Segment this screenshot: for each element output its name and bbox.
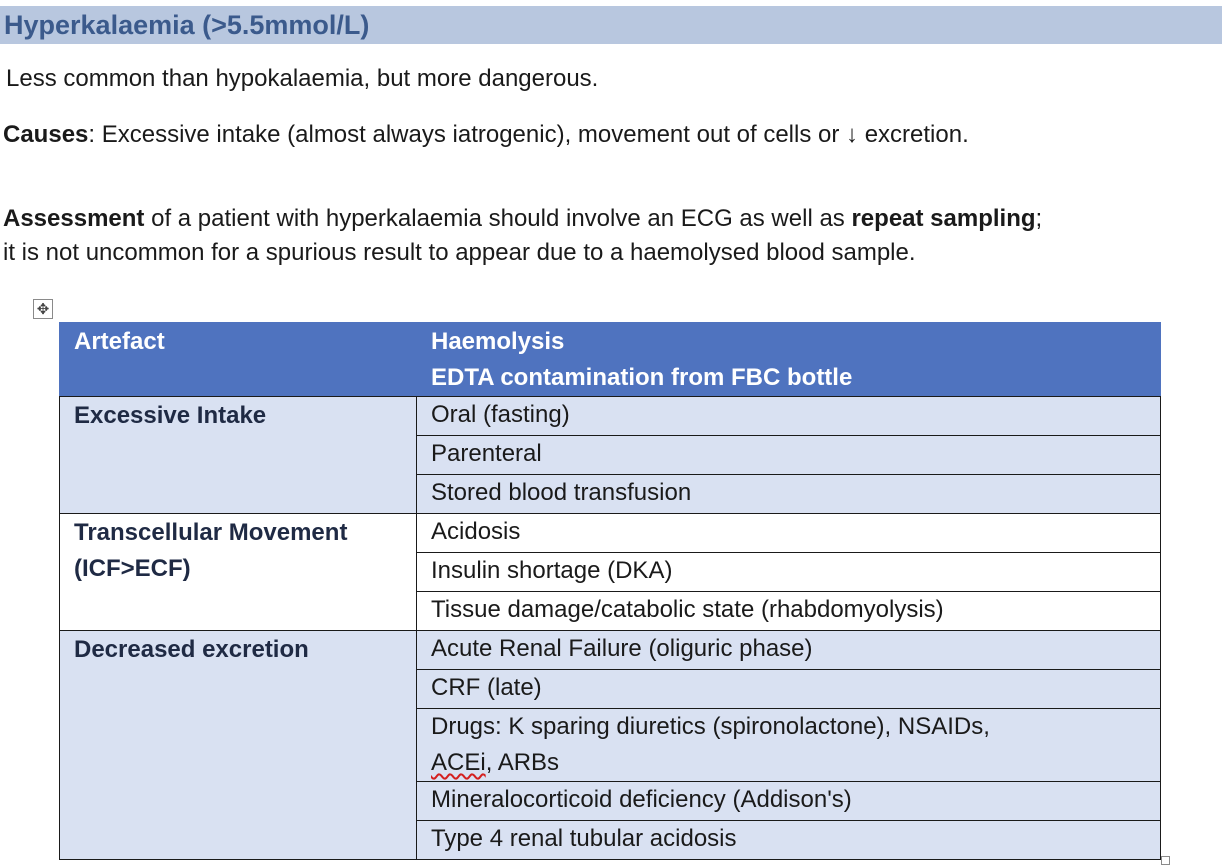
section-heading: Hyperkalaemia (>5.5mmol/L) bbox=[0, 6, 1222, 44]
table-cell: Mineralocorticoid deficiency (Addison's) bbox=[417, 782, 1161, 821]
table-cell: CRF (late) bbox=[417, 670, 1161, 709]
table-row bbox=[60, 514, 1161, 553]
table-cell: Acute Renal Failure (oliguric phase) bbox=[417, 631, 1161, 670]
table-cell: Insulin shortage (DKA) bbox=[417, 553, 1161, 592]
header-haemolysis-line1: Haemolysis bbox=[431, 328, 565, 355]
category-label: Transcellular Movement bbox=[74, 519, 348, 546]
causes-text: : Excessive intake (almost always iatrogenic), movement out of cells or ↓ excretion. bbox=[88, 121, 969, 148]
table-row bbox=[60, 631, 1161, 670]
table-header-row bbox=[60, 323, 1161, 397]
drugs-line2-rest: , ARBs bbox=[485, 749, 560, 776]
category-cell bbox=[60, 631, 417, 860]
assessment-line2: it is not uncommon for a spurious result to appear due to a haemolysed blood sample. bbox=[3, 239, 916, 266]
assessment-paragraph bbox=[3, 202, 1042, 270]
header-artefact: Artefact bbox=[60, 323, 417, 397]
table-cell bbox=[417, 709, 1161, 782]
intro-paragraph: Less common than hypokalaemia, but more dangerous. bbox=[6, 65, 599, 92]
category-cell bbox=[60, 514, 417, 631]
move-arrows-icon[interactable]: ✥ bbox=[33, 299, 53, 319]
causes-table bbox=[59, 322, 1161, 860]
assessment-emphasis: repeat sampling bbox=[851, 205, 1036, 232]
table-cell: Stored blood transfusion bbox=[417, 475, 1161, 514]
spellcheck-word[interactable]: ACEi bbox=[431, 749, 486, 776]
header-haemolysis-line2: EDTA contamination from FBC bottle bbox=[431, 364, 853, 391]
header-haemolysis bbox=[417, 323, 1161, 397]
assessment-text-end: ; bbox=[1035, 205, 1043, 232]
table-cell: Oral (fasting) bbox=[417, 397, 1161, 436]
category-label: Decreased excretion bbox=[74, 636, 309, 663]
category-label: Excessive Intake bbox=[74, 402, 267, 429]
table-cell: Parenteral bbox=[417, 436, 1161, 475]
causes-label: Causes bbox=[3, 121, 89, 148]
category-cell bbox=[60, 397, 417, 514]
table-cell: Type 4 renal tubular acidosis bbox=[417, 821, 1161, 860]
causes-paragraph bbox=[3, 118, 969, 152]
assessment-text: of a patient with hyperkalaemia should involve an ECG as well as bbox=[144, 205, 852, 232]
table-cell: Tissue damage/catabolic state (rhabdomyolysis) bbox=[417, 592, 1161, 631]
drugs-line1: Drugs: K sparing diuretics (spironolactone), NSAIDs, bbox=[431, 713, 990, 740]
table-row bbox=[60, 397, 1161, 436]
category-label-line2: (ICF>ECF) bbox=[74, 555, 191, 582]
resize-handle-icon[interactable] bbox=[1161, 856, 1170, 865]
table-cell: Acidosis bbox=[417, 514, 1161, 553]
assessment-label: Assessment bbox=[3, 205, 145, 232]
